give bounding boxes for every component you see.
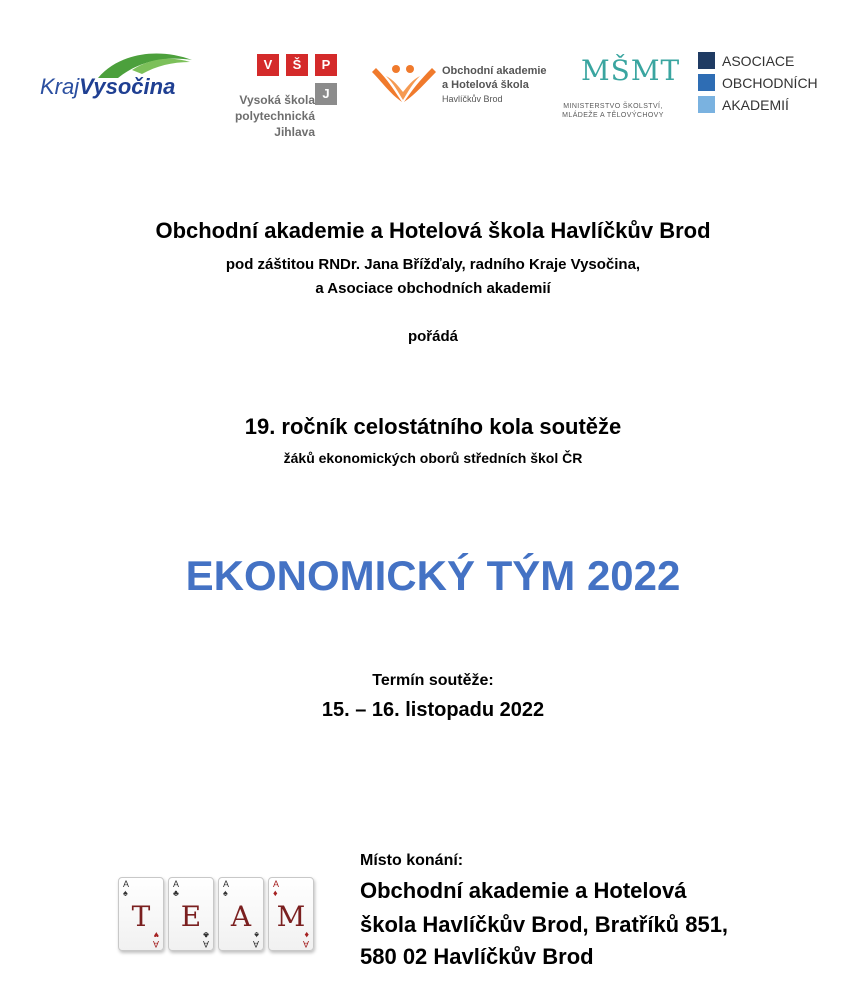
aoa-logo — [698, 52, 848, 122]
venue-line-1: Obchodní akademie a Hotelová — [360, 878, 687, 903]
card-corner-top: A ♦ — [273, 879, 280, 898]
card-rank: A — [123, 879, 130, 889]
aoa-square-icon — [698, 52, 715, 69]
competition-round: 19. ročník celostátního kola soutěže — [244, 414, 622, 439]
oahs-figures-icon — [368, 60, 438, 104]
oahs-logo — [368, 60, 548, 110]
vsp-letter-s: Š — [286, 54, 308, 76]
kraj-vysocina-logo — [40, 48, 200, 108]
aoa-label: AKADEMIÍ — [722, 97, 789, 113]
card-letter: A — [230, 900, 252, 933]
card-rank: A — [202, 939, 209, 949]
competition-audience: žáků ekonomických oborů středních škol ČR — [283, 450, 583, 466]
oahs-name-line3: Havlíčkův Brod — [442, 94, 503, 104]
card-corner-bottom: A ♣ — [202, 930, 209, 949]
patronage-line-2: a Asociace obchodních akademií — [315, 280, 551, 297]
kraj-word: Kraj — [40, 74, 80, 99]
aoa-label: ASOCIACE — [722, 53, 795, 69]
card-rank: A — [302, 939, 309, 949]
playing-card — [168, 877, 214, 951]
organizes-text: pořádá — [407, 328, 458, 345]
card-rank: A — [252, 939, 259, 949]
card-letter: M — [276, 900, 306, 933]
vsp-name-line: Jihlava — [274, 125, 315, 139]
aoa-label: OBCHODNÍCH — [722, 75, 818, 91]
event-title: EKONOMICKÝ TÝM 2022 — [185, 552, 681, 599]
card-rank: A — [223, 879, 230, 889]
card-corner-top: A ♠ — [223, 879, 230, 898]
card-corner-top: A ♠ — [123, 879, 130, 898]
vsp-jihlava-logo — [215, 52, 345, 147]
vsp-name-line: Vysoká škola — [239, 93, 315, 107]
vsp-name — [215, 92, 315, 140]
vsp-letter-p: P — [315, 54, 337, 76]
msmt-name-line1: MINISTERSTVO ŠKOLSTVÍ, — [563, 103, 663, 110]
card-letter: T — [131, 900, 151, 933]
msmt-logo — [548, 54, 681, 126]
card-rank: A — [173, 879, 180, 889]
msmt-mark: MŠMT — [581, 54, 681, 87]
oahs-name-line1: Obchodní akademie — [442, 65, 547, 77]
vsp-letter-v: V — [257, 54, 279, 76]
oahs-name-line2: a Hotelová škola — [442, 79, 529, 91]
playing-card — [118, 877, 164, 951]
vysocina-word: Vysočina — [79, 74, 176, 99]
date-value: 15. – 16. listopadu 2022 — [321, 699, 545, 721]
card-corner-bottom: A ♠ — [252, 930, 259, 949]
venue-label: Místo konání: — [360, 852, 464, 869]
card-rank: A — [152, 939, 159, 949]
card-corner-bottom: A ♥ — [152, 930, 159, 949]
aoa-square-icon — [698, 74, 715, 91]
organizer-heading: Obchodní akademie a Hotelová škola Havlíčkův Brod — [155, 218, 711, 243]
vsp-letter-j: J — [315, 83, 337, 105]
card-corner-bottom: A ♦ — [302, 930, 309, 949]
vsp-name-line: polytechnická — [234, 109, 315, 123]
patronage-line-1: pod záštitou RNDr. Jana Břížďaly, radního Kraje Vysočina, — [225, 256, 641, 273]
date-label: Termín soutěže: — [372, 672, 494, 689]
playing-card — [218, 877, 264, 951]
card-corner-top: A ♣ — [173, 879, 180, 898]
venue-line-3: 580 02 Havlíčkův Brod — [360, 944, 594, 969]
msmt-name-line2: MLÁDEŽE A TĚLOVÝCHOVY — [562, 112, 664, 119]
card-letter: E — [180, 900, 202, 933]
card-rank: A — [273, 879, 280, 889]
aoa-square-icon — [698, 96, 715, 113]
team-cards-logo — [118, 877, 314, 951]
playing-card — [268, 877, 314, 951]
venue-line-2: škola Havlíčkův Brod, Bratříků 851, — [360, 912, 729, 937]
